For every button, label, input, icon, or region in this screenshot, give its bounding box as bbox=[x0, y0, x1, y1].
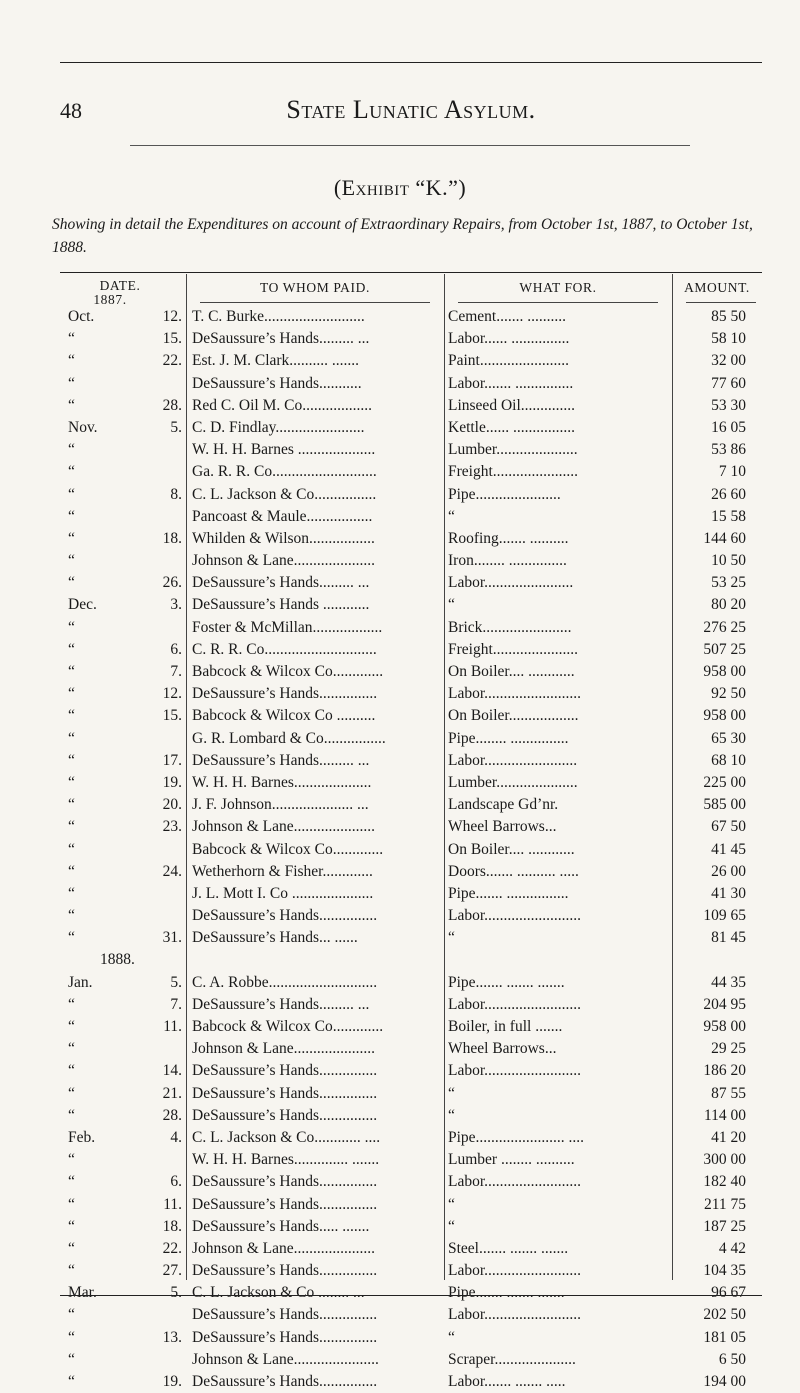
paid-for: Kettle...... ................ bbox=[448, 418, 575, 436]
paid-to: DeSaussure’s Hands......... ... bbox=[192, 995, 370, 1013]
paid-for: Pipe....... ................ bbox=[448, 884, 569, 902]
date-month: “ bbox=[68, 1084, 75, 1102]
date-month: Jan. bbox=[68, 973, 93, 991]
date-month: “ bbox=[68, 1018, 75, 1035]
date-day: 13. bbox=[162, 1328, 182, 1346]
paid-to: Babcock & Wilcox Co .......... bbox=[192, 707, 376, 725]
header-rule bbox=[130, 145, 690, 146]
date-month: “ bbox=[68, 1195, 75, 1213]
date-month: “ bbox=[68, 507, 75, 525]
paid-to: DeSaussure’s Hands........... bbox=[192, 374, 362, 392]
table-row bbox=[60, 617, 762, 639]
paid-to: Johnson & Lane...................... bbox=[192, 1350, 379, 1368]
amount: 41 20 bbox=[711, 1128, 746, 1146]
col-head-paid: TO WHOM PAID. bbox=[260, 280, 370, 295]
date-day: 18. bbox=[162, 529, 182, 547]
date-day: 12. bbox=[162, 685, 182, 703]
paid-to: Est. J. M. Clark.......... ....... bbox=[192, 352, 360, 370]
paid-for: Boiler, in full ....... bbox=[448, 1018, 563, 1035]
paid-for: Labor......................... bbox=[448, 907, 582, 925]
date-month: “ bbox=[68, 995, 75, 1013]
table-row bbox=[60, 1282, 762, 1304]
paid-for: On Boiler.... ............ bbox=[448, 840, 575, 858]
date-month: “ bbox=[68, 485, 75, 503]
amount: 87 55 bbox=[711, 1084, 746, 1102]
table-row bbox=[60, 994, 762, 1016]
paid-to: W. H. H. Barnes.................... bbox=[192, 773, 372, 791]
paid-for: Pipe........ ............... bbox=[448, 729, 569, 747]
date-day: 6. bbox=[170, 1173, 182, 1191]
paid-for: “ bbox=[448, 596, 455, 614]
date-day: 17. bbox=[162, 751, 182, 769]
date-month: “ bbox=[68, 1373, 75, 1390]
paid-to: Red C. Oil M. Co.................. bbox=[192, 396, 372, 414]
table-row bbox=[60, 506, 762, 528]
paid-to: Babcock & Wilcox Co............. bbox=[192, 840, 384, 858]
table-row bbox=[60, 861, 762, 883]
paid-to: Wetherhorn & Fisher............. bbox=[192, 862, 373, 880]
amount: 53 25 bbox=[711, 574, 746, 592]
amount: 4 42 bbox=[718, 1239, 746, 1257]
paid-for: On Boiler.................. bbox=[448, 707, 579, 725]
amount: 104 35 bbox=[703, 1262, 746, 1280]
table-row bbox=[60, 683, 762, 705]
paid-for: Labor....... ............... bbox=[448, 374, 574, 392]
exhibit-caption: Showing in detail the Expenditures on account of Extraordinary Repairs, from October 1st, 1887, to October 1st, 1888. bbox=[52, 216, 753, 256]
date-day: 8. bbox=[170, 485, 182, 503]
paid-to: DeSaussure’s Hands......... ... bbox=[192, 751, 370, 769]
amount: 202 50 bbox=[703, 1306, 746, 1324]
amount: 114 00 bbox=[703, 1106, 746, 1124]
table-row bbox=[60, 750, 762, 772]
table-row bbox=[60, 1060, 762, 1082]
col-head-amount: AMOUNT. bbox=[684, 280, 750, 295]
amount: 96 67 bbox=[711, 1284, 746, 1302]
date-day: 14. bbox=[162, 1062, 182, 1080]
table-row bbox=[60, 461, 762, 483]
date-day: 28. bbox=[162, 1106, 182, 1124]
date-month: “ bbox=[68, 1306, 75, 1324]
date-month: “ bbox=[68, 818, 75, 836]
date-day: 19. bbox=[162, 1373, 182, 1390]
table-body bbox=[60, 306, 762, 1393]
paid-to: DeSaussure’s Hands............... bbox=[192, 1328, 378, 1346]
date-day: 7. bbox=[170, 663, 182, 680]
paid-to: DeSaussure’s Hands..... ....... bbox=[192, 1217, 370, 1235]
paid-for: Labor......................... bbox=[448, 1262, 582, 1280]
paid-to: DeSaussure’s Hands............... bbox=[192, 685, 378, 703]
table-row bbox=[60, 1260, 762, 1282]
paid-for: “ bbox=[448, 507, 455, 525]
amount: 68 10 bbox=[711, 751, 746, 769]
date-day: 22. bbox=[162, 352, 182, 370]
date-month: “ bbox=[68, 1040, 75, 1058]
paid-to: W. H. H. Barnes .................... bbox=[192, 441, 376, 459]
date-day: 31. bbox=[162, 929, 182, 947]
table-row bbox=[60, 550, 762, 572]
amount: 67 50 bbox=[711, 818, 746, 836]
paid-for: Brick....................... bbox=[448, 618, 572, 636]
paid-for: Freight...................... bbox=[448, 640, 579, 658]
table-row bbox=[60, 1149, 762, 1171]
date-day: 15. bbox=[162, 707, 182, 725]
table-row bbox=[60, 883, 762, 905]
date-month: “ bbox=[68, 374, 75, 392]
table-row bbox=[60, 484, 762, 506]
paid-for: Labor......................... bbox=[448, 995, 582, 1013]
date-month: “ bbox=[68, 441, 75, 459]
header-underline bbox=[200, 302, 430, 303]
paid-to: DeSaussure’s Hands............... bbox=[192, 1173, 378, 1191]
table-row bbox=[60, 306, 762, 328]
amount: 225 00 bbox=[703, 773, 746, 791]
amount: 958 00 bbox=[703, 707, 746, 725]
paid-for: Steel....... ....... ....... bbox=[448, 1239, 569, 1257]
paid-for: Lumber ........ .......... bbox=[448, 1151, 575, 1169]
paid-to: DeSaussure’s Hands ............ bbox=[192, 596, 370, 614]
paid-to: Johnson & Lane..................... bbox=[192, 1040, 375, 1058]
table-row bbox=[60, 1127, 762, 1149]
date-day: 15. bbox=[162, 330, 182, 348]
paid-to: DeSaussure’s Hands............... bbox=[192, 1306, 378, 1324]
expenditure-table bbox=[60, 268, 762, 1390]
paid-to: DeSaussure’s Hands............... bbox=[192, 1373, 378, 1390]
date-month: “ bbox=[68, 685, 75, 703]
paid-for: “ bbox=[448, 1084, 455, 1102]
paid-to: DeSaussure’s Hands......... ... bbox=[192, 330, 370, 348]
table-row bbox=[60, 639, 762, 661]
date-month: “ bbox=[68, 707, 75, 725]
date-month: “ bbox=[68, 907, 75, 925]
date-month: Nov. bbox=[68, 418, 98, 436]
paid-to: C. L. Jackson & Co ........ ... bbox=[192, 1284, 365, 1302]
amount: 29 25 bbox=[711, 1040, 746, 1058]
date-month: “ bbox=[68, 618, 75, 636]
date-month: “ bbox=[68, 463, 75, 481]
table-row bbox=[60, 1016, 762, 1038]
paid-to: C. R. R. Co............................. bbox=[192, 640, 377, 658]
date-day: 4. bbox=[170, 1128, 182, 1146]
table-row bbox=[60, 1216, 762, 1238]
paid-for: Scraper..................... bbox=[448, 1350, 576, 1368]
running-header bbox=[60, 95, 762, 125]
table-row bbox=[60, 1083, 762, 1105]
paid-for: Freight...................... bbox=[448, 463, 579, 481]
paid-to: Johnson & Lane..................... bbox=[192, 1239, 375, 1257]
paid-for: Wheel Barrows... bbox=[448, 1040, 557, 1058]
paid-for: Cement....... .......... bbox=[448, 308, 566, 325]
amount: 194 00 bbox=[703, 1373, 746, 1390]
date-month: “ bbox=[68, 840, 75, 858]
table-row bbox=[60, 350, 762, 372]
paid-to: C. D. Findlay....................... bbox=[192, 418, 365, 436]
amount: 80 20 bbox=[711, 596, 746, 614]
amount: 53 86 bbox=[711, 441, 746, 459]
date-day: 11. bbox=[163, 1018, 182, 1035]
year-row bbox=[60, 949, 762, 971]
col-head-year: 1887. bbox=[93, 292, 127, 307]
table-row bbox=[60, 328, 762, 350]
date-month: “ bbox=[68, 552, 75, 570]
date-month: Feb. bbox=[68, 1128, 96, 1146]
table-row bbox=[60, 927, 762, 949]
table-row bbox=[60, 1349, 762, 1371]
col-head-for: WHAT FOR. bbox=[519, 280, 597, 295]
amount: 204 95 bbox=[703, 995, 746, 1013]
date-month: “ bbox=[68, 396, 75, 414]
table-row bbox=[60, 1327, 762, 1349]
paid-for: “ bbox=[448, 929, 455, 947]
date-month: “ bbox=[68, 929, 75, 947]
paid-for: Labor....... ....... ..... bbox=[448, 1373, 566, 1390]
table-row bbox=[60, 594, 762, 616]
table-row bbox=[60, 1171, 762, 1193]
date-day: 7. bbox=[170, 995, 182, 1013]
date-day: 20. bbox=[162, 796, 182, 814]
page-number: 48 bbox=[60, 98, 82, 123]
paid-to: Johnson & Lane..................... bbox=[192, 818, 375, 836]
amount: 53 30 bbox=[711, 396, 746, 414]
paid-to: DeSaussure’s Hands............... bbox=[192, 1262, 378, 1280]
amount: 276 25 bbox=[703, 618, 746, 636]
amount: 85 50 bbox=[711, 308, 746, 325]
paid-for: Labor......................... bbox=[448, 1062, 582, 1080]
paid-for: “ bbox=[448, 1217, 455, 1235]
paid-for: “ bbox=[448, 1195, 455, 1213]
amount: 15 58 bbox=[711, 507, 746, 525]
table-row bbox=[60, 1238, 762, 1260]
paid-for: Linseed Oil.............. bbox=[448, 396, 575, 414]
table-row bbox=[60, 794, 762, 816]
table-row bbox=[60, 572, 762, 594]
date-month: “ bbox=[68, 1239, 75, 1257]
date-month: “ bbox=[68, 663, 75, 680]
paid-to: W. H. H. Barnes.............. ....... bbox=[192, 1151, 380, 1169]
paid-for: Landscape Gd’nr. bbox=[448, 796, 559, 814]
paid-to: DeSaussure’s Hands............... bbox=[192, 1106, 378, 1124]
paid-to: DeSaussure’s Hands............... bbox=[192, 1062, 378, 1080]
paid-to: C. L. Jackson & Co................ bbox=[192, 485, 377, 503]
paid-to: T. C. Burke.......................... bbox=[192, 308, 365, 325]
table-row bbox=[60, 839, 762, 861]
table-row bbox=[60, 1194, 762, 1216]
paid-for: Labor......................... bbox=[448, 685, 582, 703]
paid-for: Pipe...................... bbox=[448, 485, 561, 503]
exhibit-title: (Exhibit “K.”) bbox=[333, 175, 467, 200]
amount: 26 00 bbox=[711, 862, 746, 880]
table-row bbox=[60, 1038, 762, 1060]
header-underline bbox=[458, 302, 658, 303]
date-month: “ bbox=[68, 1262, 75, 1280]
amount: 16 05 bbox=[711, 418, 746, 436]
paid-to: Pancoast & Maule................. bbox=[192, 507, 373, 525]
amount: 41 45 bbox=[711, 840, 746, 858]
amount: 10 50 bbox=[711, 552, 746, 570]
paid-for: “ bbox=[448, 1328, 455, 1346]
table-row bbox=[60, 417, 762, 439]
date-month: “ bbox=[68, 1328, 75, 1346]
paid-for: Pipe....... ....... ....... bbox=[448, 1284, 565, 1302]
amount: 182 40 bbox=[703, 1173, 746, 1191]
amount: 77 60 bbox=[711, 374, 746, 392]
date-day: 5. bbox=[170, 1284, 182, 1302]
amount: 958 00 bbox=[703, 663, 746, 680]
date-month: “ bbox=[68, 773, 75, 791]
date-month: “ bbox=[68, 1106, 75, 1124]
paid-to: Foster & McMillan.................. bbox=[192, 618, 383, 636]
paid-for: Labor........................ bbox=[448, 751, 578, 769]
amount: 65 30 bbox=[711, 729, 746, 747]
paid-to: C. A. Robbe............................ bbox=[192, 973, 378, 991]
table-row bbox=[60, 1105, 762, 1127]
paid-for: Roofing....... .......... bbox=[448, 529, 569, 547]
amount: 7 10 bbox=[718, 463, 746, 481]
amount: 81 45 bbox=[711, 929, 746, 947]
amount: 58 10 bbox=[711, 330, 746, 348]
date-month: “ bbox=[68, 1151, 75, 1169]
date-day: 12. bbox=[162, 308, 182, 325]
date-day: 3. bbox=[170, 596, 182, 614]
amount: 41 30 bbox=[711, 884, 746, 902]
amount: 144 60 bbox=[703, 529, 746, 547]
amount: 300 00 bbox=[703, 1151, 746, 1169]
table-row bbox=[60, 728, 762, 750]
paid-for: Paint....................... bbox=[448, 352, 569, 370]
paid-for: Wheel Barrows... bbox=[448, 818, 557, 836]
date-month: “ bbox=[68, 1217, 75, 1235]
date-day: 22. bbox=[162, 1239, 182, 1257]
table-row bbox=[60, 661, 762, 683]
date-day: 6. bbox=[170, 640, 182, 658]
paid-for: Lumber..................... bbox=[448, 441, 578, 459]
date-month: “ bbox=[68, 640, 75, 658]
paid-for: Labor....................... bbox=[448, 574, 574, 592]
amount: 109 65 bbox=[703, 907, 746, 925]
date-month: “ bbox=[68, 574, 75, 592]
amount: 186 20 bbox=[703, 1062, 746, 1080]
paid-for: Lumber..................... bbox=[448, 773, 578, 791]
date-day: 27. bbox=[162, 1262, 182, 1280]
paid-to: DeSaussure’s Hands......... ... bbox=[192, 574, 370, 592]
paid-to: DeSaussure’s Hands............... bbox=[192, 907, 378, 925]
paid-to: DeSaussure’s Hands............... bbox=[192, 1195, 378, 1213]
header-underline bbox=[686, 302, 756, 303]
paid-for: Pipe....................... .... bbox=[448, 1128, 585, 1146]
date-month: “ bbox=[68, 729, 75, 747]
date-month: “ bbox=[68, 330, 75, 348]
date-month: “ bbox=[68, 862, 75, 880]
paid-to: Whilden & Wilson................. bbox=[192, 529, 375, 547]
date-day: 5. bbox=[170, 418, 182, 436]
table-row bbox=[60, 395, 762, 417]
paid-to: Johnson & Lane..................... bbox=[192, 552, 375, 570]
paid-to: J. L. Mott I. Co ..................... bbox=[192, 884, 374, 902]
date-month: Mar. bbox=[68, 1284, 97, 1302]
table-row bbox=[60, 705, 762, 727]
paid-for: Labor......................... bbox=[448, 1306, 582, 1324]
table-row bbox=[60, 1371, 762, 1393]
paid-for: Labor...... ............... bbox=[448, 330, 570, 348]
date-month: “ bbox=[68, 1173, 75, 1191]
date-month: “ bbox=[68, 1062, 75, 1080]
amount: 585 00 bbox=[703, 796, 746, 814]
date-day: 26. bbox=[162, 574, 182, 592]
date-day: 21. bbox=[162, 1084, 182, 1102]
date-month: Oct. bbox=[68, 308, 95, 325]
paid-to: J. F. Johnson..................... ... bbox=[192, 796, 369, 814]
date-day: 24. bbox=[162, 862, 182, 880]
paid-for: Labor......................... bbox=[448, 1173, 582, 1191]
amount: 6 50 bbox=[718, 1350, 746, 1368]
date-month: “ bbox=[68, 529, 75, 547]
amount: 211 75 bbox=[703, 1195, 746, 1213]
amount: 26 60 bbox=[711, 485, 746, 503]
date-day: 23. bbox=[162, 818, 182, 836]
paid-to: Babcock & Wilcox Co............. bbox=[192, 1018, 384, 1035]
date-day: 19. bbox=[162, 773, 182, 791]
amount: 181 05 bbox=[703, 1328, 746, 1346]
paid-to: C. L. Jackson & Co............ .... bbox=[192, 1128, 381, 1146]
paid-for: Doors....... .......... ..... bbox=[448, 862, 579, 880]
paid-for: On Boiler.... ............ bbox=[448, 663, 575, 680]
amount: 44 35 bbox=[711, 973, 746, 991]
paid-for: Iron........ ............... bbox=[448, 552, 567, 570]
amount: 92 50 bbox=[711, 685, 746, 703]
date-month: “ bbox=[68, 796, 75, 814]
table-row bbox=[60, 439, 762, 461]
top-rule bbox=[60, 62, 762, 63]
amount: 507 25 bbox=[703, 640, 746, 658]
paid-for: Pipe....... ....... ....... bbox=[448, 973, 565, 991]
date-day: 11. bbox=[163, 1195, 182, 1213]
date-day: 5. bbox=[170, 973, 182, 991]
col-head-date: DATE. bbox=[99, 278, 141, 293]
bottom-rule bbox=[60, 1295, 762, 1296]
paid-to: DeSaussure’s Hands............... bbox=[192, 1084, 378, 1102]
date-month: “ bbox=[68, 1350, 75, 1368]
table-top-rule bbox=[60, 272, 762, 273]
running-head: State Lunatic Asylum. bbox=[286, 95, 536, 124]
table-row bbox=[60, 373, 762, 395]
date-month: “ bbox=[68, 751, 75, 769]
date-month: Dec. bbox=[68, 596, 97, 614]
date-month: “ bbox=[68, 352, 75, 370]
table-row bbox=[60, 772, 762, 794]
table-row bbox=[60, 905, 762, 927]
paid-to: Ga. R. R. Co........................... bbox=[192, 463, 377, 481]
table-row bbox=[60, 816, 762, 838]
year-label: 1888. bbox=[100, 951, 135, 969]
date-month: “ bbox=[68, 884, 75, 902]
table-row bbox=[60, 972, 762, 994]
paid-to: DeSaussure’s Hands... ...... bbox=[192, 929, 358, 947]
paid-for: “ bbox=[448, 1106, 455, 1124]
date-day: 18. bbox=[162, 1217, 182, 1235]
paid-to: G. R. Lombard & Co................ bbox=[192, 729, 386, 747]
date-day: 28. bbox=[162, 396, 182, 414]
amount: 187 25 bbox=[703, 1217, 746, 1235]
amount: 32 00 bbox=[711, 352, 746, 370]
table-row bbox=[60, 1304, 762, 1326]
amount: 958 00 bbox=[703, 1018, 746, 1035]
table-row bbox=[60, 528, 762, 550]
paid-to: Babcock & Wilcox Co............. bbox=[192, 663, 384, 680]
